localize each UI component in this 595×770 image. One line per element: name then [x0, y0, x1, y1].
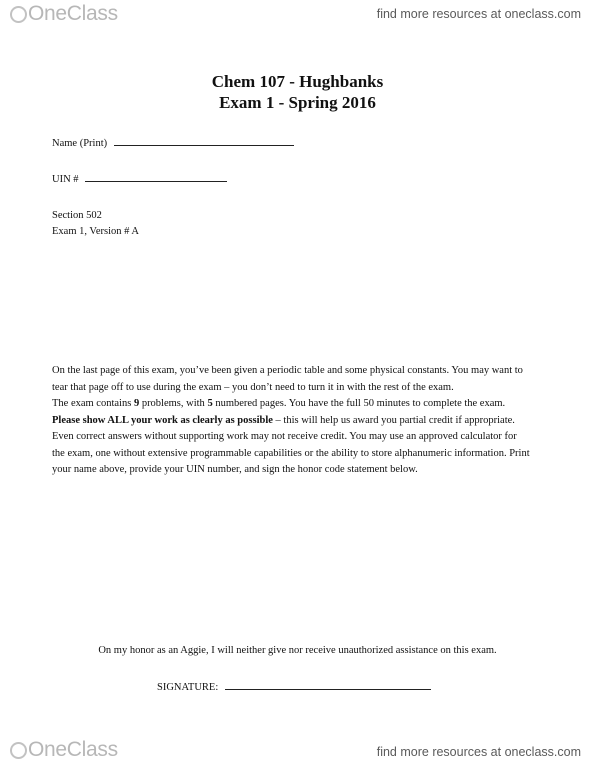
- exam-subtitle: Exam 1 - Spring 2016: [219, 93, 376, 112]
- logo-ring-icon: [10, 6, 27, 23]
- header-tagline: find more resources at oneclass.com: [376, 7, 581, 21]
- instructions: [52, 363, 532, 479]
- oneclass-logo: [10, 3, 118, 24]
- exam-meta: [52, 208, 139, 240]
- page-count: 5: [207, 398, 213, 409]
- logo-text: OneClass: [28, 2, 118, 25]
- p2-text-c: numbered pages. You have the full 50 minutes to complete the exam.: [212, 398, 506, 409]
- uin-field: [52, 172, 227, 185]
- p2-text-a: The exam contains: [52, 398, 134, 409]
- footer-tagline: find more resources at oneclass.com: [376, 745, 581, 759]
- instructions-paragraph-2: [52, 396, 532, 479]
- logo-ring-icon: [10, 742, 27, 759]
- instructions-paragraph-1: On the last page of this exam, you’ve been given a periodic table and some physical constants. You may want to tear that page off to use during the exam – you don’t need to turn it in with the rest of the exam.: [52, 365, 523, 393]
- footer-logo-text: OneClass: [28, 738, 118, 761]
- emphasis-text: Please show ALL your work as clearly as possible: [52, 414, 273, 426]
- signature-field: [157, 680, 431, 693]
- section-text: Section 502: [52, 210, 102, 221]
- version-text: Exam 1, Version # A: [52, 226, 140, 237]
- name-field: [52, 136, 294, 149]
- exam-title: [0, 71, 595, 113]
- signature-label: SIGNATURE:: [157, 682, 219, 693]
- oneclass-footer-logo: [10, 739, 118, 760]
- uin-label: UIN #: [52, 174, 79, 185]
- p2-text-b: problems, with: [139, 398, 208, 409]
- name-label: Name (Print): [52, 138, 108, 149]
- name-blank-line[interactable]: [114, 136, 294, 146]
- uin-blank-line[interactable]: [85, 172, 227, 182]
- honor-statement: On my honor as an Aggie, I will neither give nor receive unauthorized assistance on this exam.: [98, 645, 497, 656]
- signature-blank-line[interactable]: [225, 680, 431, 690]
- p2-text-d: – this will help us award you partial credit if appropriate. Even correct answers without supporting work may not receive credit. You may use an approved calculator for the exam, one without extensive programmable capabilities or the ability to store alphanumeric information. Print your name above, provide your UIN number, and sign the honor code statement below.: [52, 414, 530, 475]
- course-title: Chem 107 - Hughbanks: [211, 72, 384, 91]
- problem-count: 9: [133, 398, 140, 409]
